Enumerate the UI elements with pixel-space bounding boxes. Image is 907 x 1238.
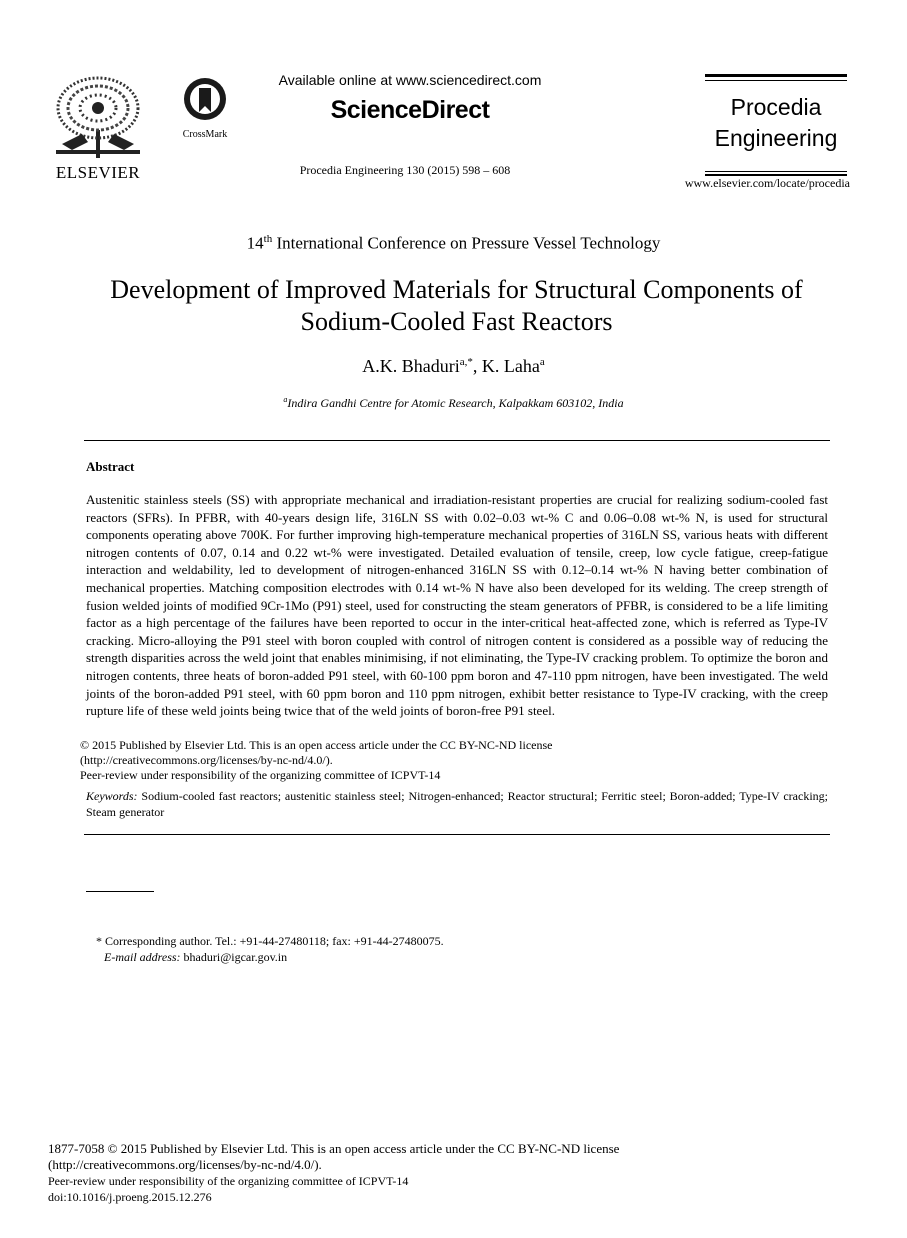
bottom-info bbox=[48, 1141, 808, 1205]
divider-top bbox=[84, 440, 830, 441]
corresponding-star[interactable]: * bbox=[467, 356, 473, 368]
license-line: © 2015 Published by Elsevier Ltd. This is an open access article under the CC BY-NC-ND license bbox=[80, 738, 553, 752]
conference-number: 14 bbox=[246, 233, 264, 253]
email-line bbox=[96, 949, 796, 965]
publisher-name: ELSEVIER bbox=[55, 163, 141, 182]
keywords bbox=[86, 789, 828, 820]
doi[interactable]: doi:10.1016/j.proeng.2015.12.276 bbox=[48, 1190, 212, 1204]
elsevier-tree-icon bbox=[52, 74, 144, 158]
available-online: Available online at www.sciencedirect.com bbox=[278, 72, 542, 88]
journal-url[interactable]: www.elsevier.com/locate/procedia bbox=[684, 176, 850, 190]
conference-name bbox=[0, 233, 907, 254]
crossmark-label: CrossMark bbox=[182, 129, 228, 140]
journal-name-line1: Procedia bbox=[730, 94, 822, 120]
journal-bottom-rule-thin bbox=[705, 171, 847, 172]
email-label: E-mail address: bbox=[104, 950, 181, 964]
abstract-text: Austenitic stainless steels (SS) with appropriate mechanical and irradiation-resistant properties are crucial for realizing sodium-cooled fast reactors (SFRs). In PFBR, with 40-years design life, 316LN SS with 0.02–0.03 wt-% C and 0.06–0.08 wt-% N, is used for structural components operating above 700K. For further improving high-temperature mechanical properties of 316LN SS, various heats with different nitrogen contents of 0.07, 0.14 and 0.22 wt-% were investigated. Detailed evaluation of tensile, creep, low cycle fatigue, creep-fatigue interaction and weldability, led to development of nitrogen-enhanced 316LN SS with 0.12–0.14 wt-% N having better combination of mechanical properties. Matching composition electrodes with 0.14 wt-% N have also been developed for its welding. The creep strength of fusion welded joints of modified 9Cr-1Mo (P91) steel, used for constructing the steam generators of PFBR, is considered to be a life limiting factor as a high percentage of the failures have been reported to occur in the inter-critical heat-affected zone, which is referred as Type-IV cracking. Micro-alloying the P91 steel with boron coupled with control of nitrogen content is considered as a possible way of reducing the strength disparities across the weld joint that enables minimising, if not eliminating, the Type-IV cracking problem. To optimize the boron and nitrogen contents, three heats of boron-added P91 steel, with 60-100 ppm boron and 47-110 ppm nitrogen, have been investigated. The weld joints of the boron-added P91 steel, with 60 ppm boron and 110 ppm nitrogen, exhibit better resistance to Type-IV cracking, with the creep rupture life of these weld joints being twice that of the weld joints of boron-free P91 steel. bbox=[86, 492, 828, 719]
paper-title bbox=[60, 274, 853, 338]
affiliation bbox=[0, 395, 907, 411]
author-1: A.K. Bhaduri bbox=[362, 356, 460, 376]
sciencedirect-logo: ScienceDirect bbox=[330, 96, 490, 124]
affiliation-text: Indira Gandhi Centre for Atomic Research, Kalpakkam 603102, India bbox=[287, 396, 624, 410]
abstract-heading: Abstract bbox=[86, 459, 135, 474]
bottom-peer-review: Peer-review under responsibility of the organizing committee of ICPVT-14 bbox=[48, 1174, 409, 1188]
conference-title: International Conference on Pressure Vessel Technology bbox=[272, 233, 661, 253]
email-address[interactable]: bhaduri@igcar.gov.in bbox=[180, 950, 288, 964]
author-1-affil-mark: a,* bbox=[459, 356, 473, 368]
divider-bottom bbox=[84, 834, 830, 835]
license-link[interactable]: (http://creativecommons.org/licenses/by-nc-nd/4.0/). bbox=[80, 753, 333, 767]
license-block bbox=[80, 738, 820, 783]
elsevier-logo bbox=[50, 74, 146, 182]
footnote bbox=[96, 933, 796, 965]
journal-name bbox=[705, 92, 847, 154]
affiliation-mark: a bbox=[283, 395, 288, 404]
peer-review: Peer-review under responsibility of the organizing committee of ICPVT-14 bbox=[80, 768, 441, 782]
journal-name-line2: Engineering bbox=[714, 125, 838, 151]
crossmark-badge[interactable] bbox=[176, 76, 234, 140]
conference-ordinal: th bbox=[263, 233, 273, 245]
journal-top-rule-thin bbox=[705, 80, 847, 81]
authors bbox=[0, 356, 907, 377]
author-2: , K. Laha bbox=[472, 356, 540, 376]
journal-top-rule bbox=[705, 74, 847, 77]
keywords-list: Sodium-cooled fast reactors; austenitic stainless steel; Nitrogen-enhanced; Reactor structural; Ferritic steel; Boron-added; Type-IV cracking; Steam generator bbox=[86, 789, 828, 819]
corresponding-author: * Corresponding author. Tel.: +91-44-27480118; fax: +91-44-27480075. bbox=[96, 934, 444, 948]
paper-title-line2: Sodium-Cooled Fast Reactors bbox=[300, 307, 613, 336]
footnote-rule bbox=[86, 891, 154, 892]
paper-title-line1: Development of Improved Materials for Structural Components of bbox=[110, 275, 803, 304]
bottom-license-link[interactable]: (http://creativecommons.org/licenses/by-nc-nd/4.0/). bbox=[48, 1157, 322, 1172]
author-2-affil-mark: a bbox=[539, 356, 545, 368]
keywords-label: Keywords: bbox=[86, 789, 138, 803]
journal-reference: Procedia Engineering 130 (2015) 598 – 608 bbox=[299, 163, 511, 177]
crossmark-icon bbox=[182, 76, 228, 122]
issn-license: 1877-7058 © 2015 Published by Elsevier Ltd. This is an open access article under the CC BY-NC-ND license bbox=[48, 1141, 620, 1156]
